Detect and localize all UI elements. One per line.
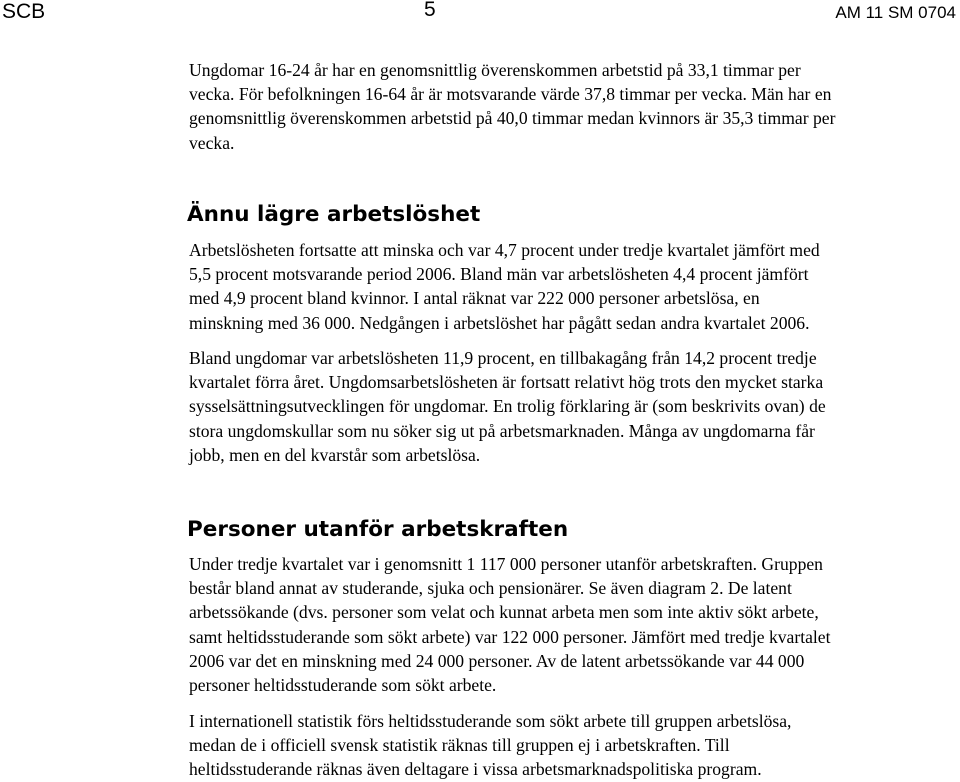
section-heading-unemployment: Ännu lägre arbetslöshet	[187, 202, 481, 227]
text-line: samt heltidsstuderande som sökt arbete) var 122 000 personer. Jämfört med tredje kvartalet	[189, 626, 831, 647]
text-line: Arbetslösheten fortsatte att minska och var 4,7 procent under tredje kvartalet jämfört med	[189, 240, 820, 260]
unemployment-paragraph-2	[189, 346, 954, 467]
text-line: 5,5 procent motsvarande period 2006. Bland män var arbetslösheten 4,4 procent jämfört	[189, 264, 809, 285]
text-line: genomsnittlig överenskommen arbetstid på 40,0 timmar medan kvinnors är 35,3 timmar per	[189, 108, 836, 129]
text-line: medan de i officiell svensk statistik räknas till gruppen ej i arbetskraften. Till	[189, 735, 730, 756]
text-line: I internationell statistik förs heltidsstuderande som sökt arbete till gruppen arbetslösa,	[189, 711, 792, 731]
section-heading-outside-labor-force: Personer utanför arbetskraften	[187, 517, 569, 542]
text-line: sysselsättningsutvecklingen för ungdomar. En trolig förklaring är (som beskrivits ovan) de	[189, 396, 826, 417]
page-number: 5	[424, 0, 436, 21]
text-line: personer heltidsstuderande som sökt arbete.	[189, 675, 497, 696]
text-line: Bland ungdomar var arbetslösheten 11,9 procent, en tillbakagång från 14,2 procent tredje	[189, 348, 817, 368]
text-line: Under tredje kvartalet var i genomsnitt 1 117 000 personer utanför arbetskraften. Gruppen	[189, 554, 823, 574]
organization-label: SCB	[2, 0, 46, 23]
text-line: vecka. För befolkningen 16-64 år är motsvarande värde 37,8 timmar per vecka. Män har en	[189, 84, 832, 105]
text-line: består bland annat av studerande, sjuka och pensionärer. Se även diagram 2. De latent	[189, 578, 792, 599]
text-line: med 4,9 procent bland kvinnor. I antal räknat var 222 000 personer arbetslösa, en	[189, 288, 760, 309]
text-line: kvartalet förra året. Ungdomsarbetslösheten är fortsatt relativt hög trots den mycket starka	[189, 372, 824, 393]
text-line: Ungdomar 16-24 år har en genomsnittlig överenskommen arbetstid på 33,1 timmar per	[189, 60, 801, 80]
text-line: heltidsstuderande räknas även deltagare i vissa arbetsmarknadspolitiska program.	[189, 759, 762, 780]
text-line: arbetssökande (dvs. personer som velat och kunnat arbeta men som inte aktiv sökt arbete,	[189, 602, 819, 623]
unemployment-paragraph-1	[189, 238, 954, 335]
text-line: 2006 var det en minskning med 24 000 personer. Av de latent arbetssökande var 44 000	[189, 650, 805, 671]
text-line: stora ungdomskullar som nu söker sig ut på arbetsmarknaden. Många av ungdomarna får	[189, 420, 815, 441]
outside-labor-force-paragraph-2	[189, 709, 954, 782]
text-line: minskning med 36 000. Nedgången i arbetslöshet har pågått sedan andra kvartalet 2006.	[189, 312, 810, 333]
outside-labor-force-paragraph-1	[189, 552, 954, 697]
report-id: AM 11 SM 0704	[835, 3, 956, 22]
text-line: jobb, men en del kvarstår som arbetslösa.	[189, 444, 481, 465]
intro-paragraph	[189, 58, 954, 155]
text-line: vecka.	[189, 132, 235, 153]
